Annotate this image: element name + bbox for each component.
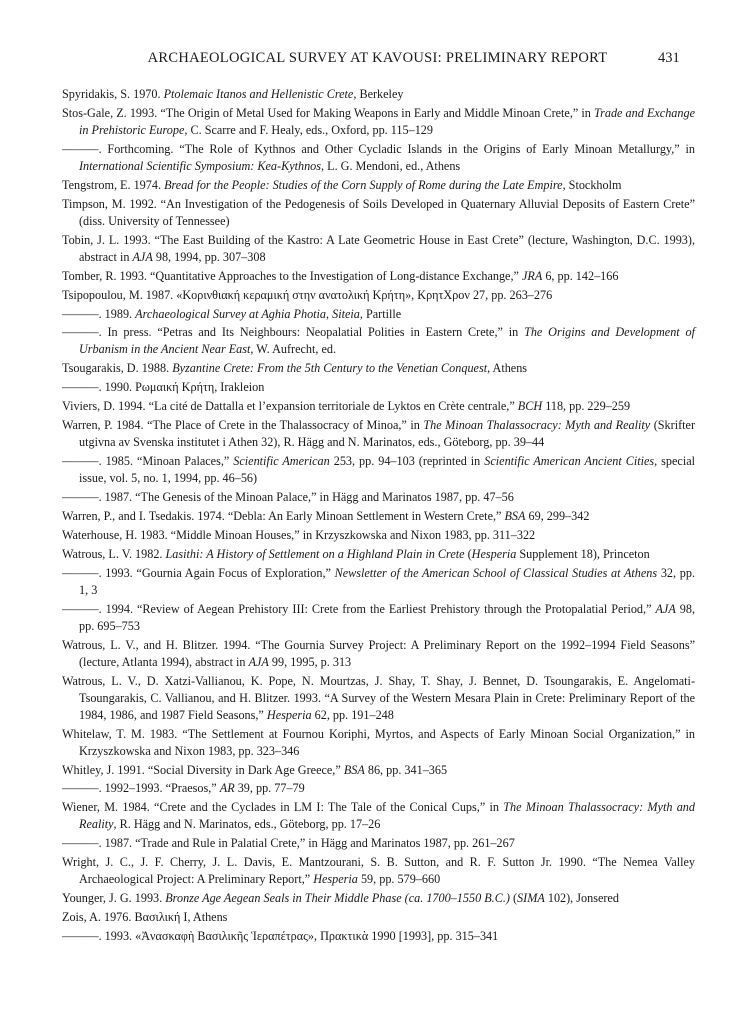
reference-text: Tsipopoulou, M. 1987. «Κορινθιακή κεραμική στην ανατολική Κρήτη», ΚρητΧρον 27, pp. 263–276	[62, 287, 553, 302]
reference-entry	[62, 489, 695, 506]
reference-text: 102), Jonsered	[544, 891, 619, 906]
running-title: ARCHAEOLOGICAL SURVEY AT KAVOUSI: PRELIMINARY REPORT	[147, 50, 608, 66]
reference-entry	[62, 453, 695, 487]
page-header	[0, 50, 755, 70]
page-number: 431	[658, 50, 680, 66]
reference-text: ———. In press. “Petras and Its Neighbours: Neopalatial Polities in Eastern Crete,” in	[62, 325, 525, 340]
reference-italic-text: Hesperia	[266, 707, 312, 722]
reference-text: Watrous, L. V., and H. Blitzer. 1994. “The Gournia Survey Project: A Preliminary Report on the 1992–1994 Field Seasons” (lecture, Atlanta 1994), abstract in	[62, 637, 695, 669]
reference-italic-text: JRA	[521, 268, 543, 283]
reference-entry	[62, 508, 695, 525]
reference-italic-text: Scientific American	[233, 454, 330, 469]
reference-text: , special issue, vol. 5, no. 1, 1994, pp. 46–56)	[79, 454, 695, 486]
reference-text: 62, pp. 191–248	[311, 707, 394, 722]
reference-italic-text: Ptolemaic Itanos and Hellenistic Crete	[163, 87, 354, 101]
reference-text: Wiener, M. 1984. “Crete and the Cyclades in LM I: The Tale of the Conical Cups,” in	[62, 800, 504, 815]
reference-italic-text: BCH	[517, 399, 543, 414]
reference-text: Whitelaw, T. M. 1983. “The Settlement at Fournou Koriphi, Myrtos, and Aspects of Early Minoan Social Organization,” in Krzyszkowska and Nixon 1983, pp. 323–346	[62, 726, 695, 758]
reference-text: , R. Hägg and N. Marinatos, eds., Göteborg, pp. 17–26	[113, 817, 381, 832]
reference-text: , Partille	[359, 306, 402, 321]
reference-italic-text: AJA	[132, 249, 153, 264]
reference-text: 69, 299–342	[525, 508, 590, 523]
reference-entry	[62, 601, 695, 635]
reference-italic-text: AR	[219, 781, 235, 796]
reference-entry	[62, 527, 695, 544]
reference-italic-text: Byzantine Crete: From the 5th Century to the Venetian Conquest	[172, 361, 488, 376]
reference-text: (	[509, 891, 518, 906]
reference-entry	[62, 177, 695, 194]
reference-italic-text: Lasithi: A History of Settlement on a Highland Plain in Crete	[165, 546, 465, 561]
reference-text: 98, 1994, pp. 307–308	[152, 249, 266, 264]
reference-entry	[62, 324, 695, 358]
reference-italic-text: Bread for the People: Studies of the Corn Supply of Rome during the Late Empire	[164, 177, 563, 192]
reference-italic-text: BSA	[504, 508, 526, 523]
reference-text: 118, pp. 229–259	[542, 399, 631, 414]
reference-text: , Athens	[487, 361, 528, 376]
reference-entry	[62, 141, 695, 175]
reference-italic-text: Trade and Exchange in Prehistoric Europe	[79, 105, 695, 137]
reference-text: , L. G. Mendoni, ed., Athens	[321, 158, 461, 173]
reference-text: (	[464, 546, 472, 561]
reference-entry	[62, 854, 695, 888]
reference-italic-text: Newsletter of the American School of Classical Studies at Athens	[334, 565, 658, 580]
reference-entry	[62, 306, 695, 323]
reference-text: ———. 1994. “Review of Aegean Prehistory III: Crete from the Earliest Prehistory through the Protopalatial Period,”	[62, 601, 656, 616]
reference-list	[62, 86, 695, 947]
reference-text: 32, pp. 1, 3	[79, 565, 695, 597]
reference-italic-text: Archaeological Survey at Aghia Photia, Siteia	[135, 306, 360, 321]
reference-entry	[62, 360, 695, 377]
reference-text: 98, pp. 695–753	[79, 601, 696, 633]
reference-text: (Skrifter utgivna av Svenska institutet i Athen 32), R. Hägg and N. Marinatos, eds., Göteborg, pp. 39–44	[79, 418, 695, 450]
reference-text: Tomber, R. 1993. “Quantitative Approaches to the Investigation of Long-distance Exchange,”	[62, 268, 522, 283]
reference-italic-text: Bronze Age Aegean Seals in Their Middle Phase (ca. 1700–1550 B.C.)	[165, 891, 510, 906]
reference-text: Warren, P. 1984. “The Place of Crete in the Thalassocracy of Minoa,” in	[62, 418, 424, 433]
reference-text: ———. 1990. Ρωμαική Κρήτη, Irakleion	[62, 380, 265, 395]
reference-entry	[62, 726, 695, 760]
reference-text: ———. Forthcoming. “The Role of Kythnos and Other Cycladic Islands in the Origins of Early Minoan Metallurgy,” in	[62, 141, 695, 156]
reference-text: Whitley, J. 1991. “Social Diversity in Dark Age Greece,”	[62, 762, 344, 777]
reference-entry	[62, 105, 695, 139]
reference-italic-text: AJA	[655, 601, 676, 616]
reference-text: Warren, P., and I. Tsedakis. 1974. “Debla: An Early Minoan Settlement in Western Crete,”	[62, 508, 505, 523]
reference-text: ———. 1987. “The Genesis of the Minoan Palace,” in Hägg and Marinatos 1987, pp. 47–56	[62, 490, 514, 505]
reference-entry	[62, 762, 695, 779]
reference-italic-text: The Origins and Development of Urbanism in the Ancient Near East	[79, 325, 695, 357]
reference-text: Spyridakis, S. 1970.	[62, 87, 164, 101]
reference-text: , W. Aufrecht, ed.	[250, 342, 337, 357]
reference-text: ———. 1993. «Ἀνασκαφὴ Βασιλικῆς Ἱεραπέτρας», Πρακτικὰ 1990 [1993], pp. 315–341	[62, 929, 499, 944]
reference-text: Watrous, L. V., D. Xatzi-Vallianou, K. Pope, N. Mourtzas, J. Shay, T. Shay, J. Bennet, D. Tsoungarakis, E. Angelomati-Tsoungarakis, C. Vallianou, and H. Blitzer. 1993. “A Survey of the Western Mesara Plain in Crete: Preliminary Report of the 1984, 1986, and 1987 Field Seasons,”	[62, 673, 695, 722]
reference-text: Timpson, M. 1992. “An Investigation of the Pedogenesis of Soils Developed in Quaternary Alluvial Deposits of Eastern Crete” (diss. University of Tennessee)	[62, 196, 695, 228]
reference-italic-text: AJA	[248, 654, 269, 669]
reference-text: 86, pp. 341–365	[364, 762, 448, 777]
reference-entry	[62, 835, 695, 852]
reference-text: 39, pp. 77–79	[234, 781, 305, 796]
reference-text: ———. 1985. “Minoan Palaces,”	[62, 454, 234, 469]
reference-italic-text: The Minoan Thalassocracy: Myth and Reality	[423, 418, 651, 433]
reference-entry	[62, 780, 695, 797]
reference-text: , Stockholm	[562, 177, 622, 192]
reference-text: Younger, J. G. 1993.	[62, 891, 166, 906]
reference-text: 253, pp. 94–103 (reprinted in	[329, 454, 485, 469]
reference-entry	[62, 673, 695, 724]
reference-text: Wright, J. C., J. F. Cherry, J. L. Davis, E. Mantzourani, S. B. Sutton, and R. F. Sutton Jr. 1990. “The Nemea Valley Archaeological Project: A Preliminary Report,”	[62, 855, 695, 887]
reference-text: , Berkeley	[353, 87, 404, 101]
reference-text: Waterhouse, H. 1983. “Middle Minoan Houses,” in Krzyszkowska and Nixon 1983, pp. 311–322	[62, 527, 536, 542]
reference-entry	[62, 232, 695, 266]
reference-italic-text: Hesperia	[313, 872, 358, 887]
reference-text: Tengstrom, E. 1974.	[62, 177, 165, 192]
reference-entry	[62, 909, 695, 926]
reference-text: Stos-Gale, Z. 1993. “The Origin of Metal Used for Making Weapons in Early and Middle Minoan Crete,” in	[62, 105, 594, 120]
reference-italic-text: International Scientific Symposium: Kea-Kythnos	[79, 158, 322, 173]
reference-entry	[62, 268, 695, 285]
reference-entry	[62, 417, 695, 451]
reference-entry	[62, 637, 695, 671]
reference-text: 6, pp. 142–166	[542, 268, 619, 283]
reference-text: , C. Scarre and F. Healy, eds., Oxford, pp. 115–129	[184, 122, 433, 137]
reference-entry	[62, 890, 695, 907]
reference-text: Supplement 18), Princeton	[516, 546, 650, 561]
reference-entry	[62, 546, 695, 563]
reference-text: ———. 1989.	[62, 306, 136, 321]
reference-text: 99, 1995, p. 313	[268, 654, 352, 669]
reference-italic-text: BSA	[343, 762, 365, 777]
reference-text: 59, pp. 579–660	[357, 872, 441, 887]
reference-entry	[62, 928, 695, 945]
reference-entry	[62, 398, 695, 415]
reference-text: Tobin, J. L. 1993. “The East Building of the Kastro: A Late Geometric House in East Crete” (lecture, Washington, D.C. 1993), abstract in	[62, 232, 695, 264]
reference-italic-text: Scientific American Ancient Cities	[484, 454, 655, 469]
reference-entry	[62, 379, 695, 396]
reference-text: ———. 1992–1993. “Praesos,”	[62, 781, 220, 796]
reference-text: Tsougarakis, D. 1988.	[62, 361, 173, 376]
reference-text: Viviers, D. 1994. “La cité de Dattalla et l’expansion territoriale de Lyktos en Crète centrale,”	[62, 399, 518, 414]
reference-entry	[62, 86, 695, 103]
reference-entry	[62, 799, 695, 833]
reference-entry	[62, 196, 695, 230]
reference-text: Zois, A. 1976. Βασιλική I, Athens	[62, 910, 228, 925]
reference-italic-text: The Minoan Thalassocracy: Myth and Reality	[79, 800, 695, 832]
reference-italic-text: Hesperia	[471, 546, 517, 561]
reference-italic-text: SIMA	[517, 891, 545, 906]
reference-text: ———. 1987. “Trade and Rule in Palatial Crete,” in Hägg and Marinatos 1987, pp. 261–267	[62, 836, 515, 851]
reference-entry	[62, 287, 695, 304]
reference-text: Watrous, L. V. 1982.	[62, 546, 166, 561]
reference-entry	[62, 565, 695, 599]
reference-text: ———. 1993. “Gournia Again Focus of Exploration,”	[62, 565, 335, 580]
